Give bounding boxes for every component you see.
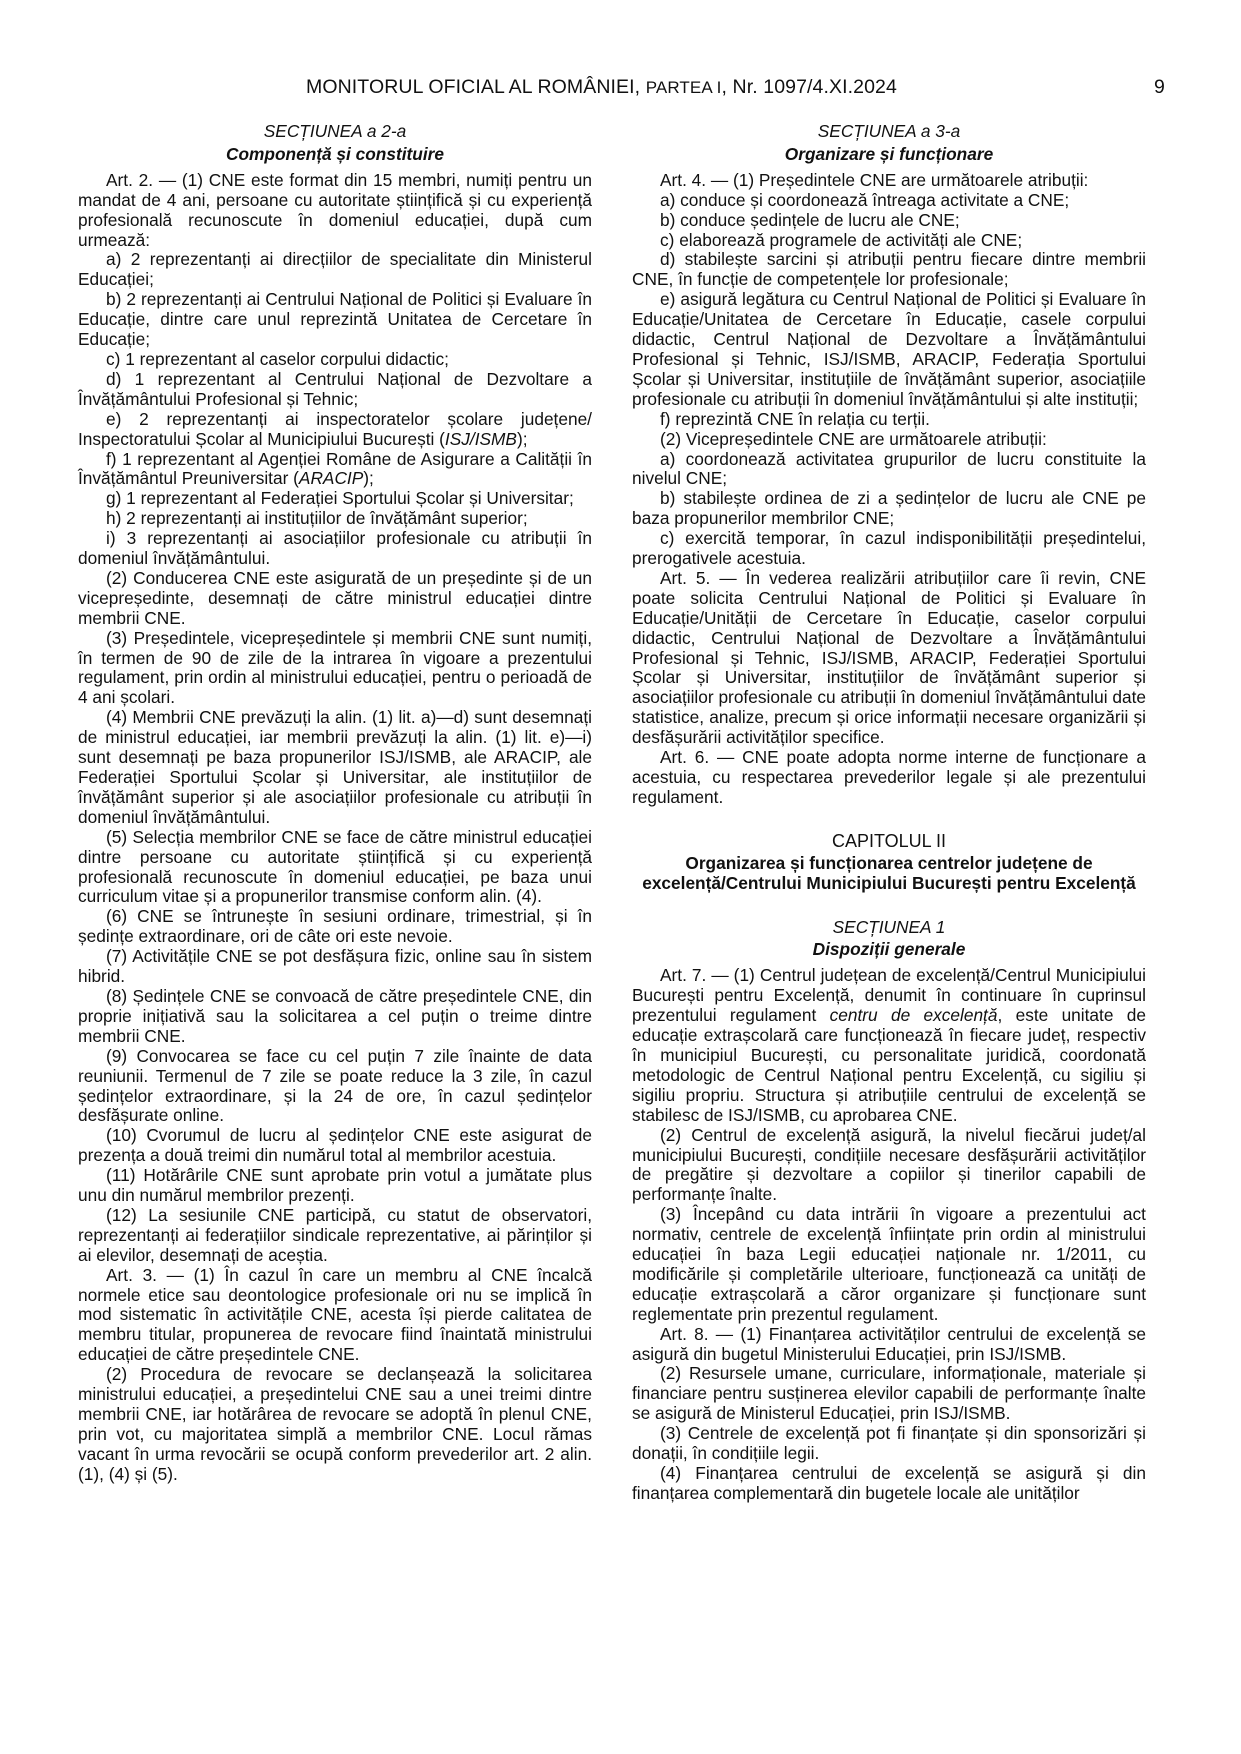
title-part: PARTEA I (645, 78, 722, 97)
chapter-title: Organizarea și funcționarea centrelor județene de excelență/Centrului Municipiului București pentru Excelență (642, 852, 1136, 893)
text-run: Art. 7. — (1) Centrul județean de excelență/Centrul Municipiului București pentru Excelență, denumit în continuare în cuprinsul prezentului regulament (632, 965, 1146, 1026)
paragraph: g) 1 reprezentant al Federației Sportului Școlar și Universitar; (106, 488, 574, 509)
paragraph: (4) Finanțarea centrului de excelență se asigură și din finanțarea complementară din bugetele locale ale unităților (632, 1463, 1146, 1503)
paragraph: (8) Ședințele CNE se convoacă de către președintele CNE, din proprie inițiativă sau la solicitarea a cel puțin o treime dintre membrii CNE. (78, 985, 592, 1046)
paragraph: Art. 3. — (1) În cazul în care un membru al CNE încalcă normele etice sau deontologice profesionale ori nu se implică în mod sistematic în activitățile CNE, acesta își pierde calitatea de membru titular, propunerea de revocare fiind înaintată ministrului educației de către președintele CNE. (78, 1264, 592, 1365)
section-title: Dispoziții generale (812, 939, 966, 960)
paragraph: (3) Începând cu data intrării în vigoare a prezentului act normativ, centrele de excelență înființate prin ordin al ministrului educației în baza Legii educației naționale nr. 1/2011, cu modificările și completările ulterioare, funcționează ca unități de educație extrașcolară a căror organizare și funcționare sunt reglementate prin prezentul regulament. (632, 1204, 1146, 1324)
paragraph: b) conduce ședințele de lucru ale CNE; (660, 209, 960, 230)
paragraph: c) elaborează programele de activități ale CNE; (660, 229, 1023, 250)
paragraph: (7) Activitățile CNE se pot desfășura fizic, online sau în sistem hibrid. (78, 946, 592, 987)
paragraph: (2) Vicepreședintele CNE are următoarele atribuții: (660, 428, 1047, 449)
text-run: e) 2 reprezentanți ai inspectoratelor școlare județene/ Inspectoratului Școlar al Municipiului București ( (78, 408, 592, 449)
paragraph: (2) Conducerea CNE este asigurată de un președinte și de un vicepreședinte, desemnați de către ministrul educației dintre membrii CNE. (78, 567, 592, 628)
paragraph: c) exercită temporar, în cazul indisponibilității președintelui, prerogativele acestuia. (632, 528, 1146, 569)
paragraph: (12) La sesiunile CNE participă, cu statut de observatori, reprezentanți ai federațiilor sindicale reprezentative, ai părinților și ai elevilor, desemnați de aceștia. (78, 1204, 592, 1265)
paragraph: (2) Procedura de revocare se declanșează la solicitarea ministrului educației, a președintelui CNE sau a unei treimi dintre membrii CNE, iar hotărârea de revocare se adoptă în plenul CNE, prin vot, cu majoritatea simplă a membrilor CNE. Locul rămas vacant în urma revocării se ocupă conform prevederilor art. 2 alin. (1), (4) și (5). (78, 1364, 592, 1484)
paragraph: (10) Cvorumul de lucru al ședințelor CNE este asigurat de prezența a două treimi din numărul total al membrilor acestuia. (78, 1125, 592, 1166)
text-run: f) 1 reprezentant al Agenției Române de Asigurare a Calității în Învățământul Preuniversitar ( (78, 448, 592, 489)
text-run: , este unitate de educație extrașcolară care funcționează în fiecare județ, respectiv în municipiul București, cu personalitate juridică, coordonată metodologic de Centrul Național pentru Excelență, cu sigiliu și sigiliu propriu. Structura și atribuțiile centrului de excelență se stabilesc de ISJ/ISMB, cu aprobarea CNE. (632, 1005, 1146, 1125)
paragraph: e) asigură legătura cu Centrul Național de Politici și Evaluare în Educație/Unitatea de Cercetare în Educație, casele corpului didactic, Centrul Național de Dezvoltare a Învățământului Profesional și Tehnic, ISJ/ISMB, ARACIP, Federația Sportului Școlar și Universitar, instituțiile de învățământ superior, asociațiile profesionale cu atribuții în domeniul învățământului și alte instituții; (632, 289, 1146, 409)
paragraph: (2) Resursele umane, curriculare, informaționale, materiale și financiare pentru susținerea elevilor capabili de performanțe înalte se asigură de Ministerul Educației, prin ISJ/ISMB. (632, 1363, 1146, 1424)
paragraph (632, 966, 1146, 1125)
paragraph: a) coordonează activitatea grupurilor de lucru constituite la nivelul CNE; (632, 448, 1146, 489)
paragraph: a) 2 reprezentanți ai direcțiilor de specialitate din Ministerul Educației; (78, 249, 592, 290)
paragraph: d) 1 reprezentant al Centrului Național de Dezvoltare a Învățământului Profesional și Tehnic; (78, 368, 592, 409)
paragraph: c) 1 reprezentant al caselor corpului didactic; (106, 348, 449, 369)
paragraph: Art. 2. — (1) CNE este format din 15 membri, numiți pentru un mandat de 4 ani, persoane cu autoritate științifică și cu experiență profesională recunoscute în domeniul educației, după cum urmează: (78, 169, 592, 250)
text-run: ); (516, 428, 528, 449)
paragraph: (3) Președintele, vicepreședintele și membrii CNE sunt numiți, în termen de 90 de zile de la intrarea în vigoare a prezentului regulament, prin ordin al ministrului educației, pentru o perioadă de 4 ani școlari. (78, 627, 592, 708)
publication-title (306, 76, 897, 99)
paragraph (78, 450, 592, 490)
right-column (632, 122, 1146, 1504)
paragraph: d) stabilește sarcini și atribuții pentru fiecare dintre membrii CNE, în funcție de competențele lor profesionale; (632, 249, 1146, 290)
section-heading: SECȚIUNEA a 3-a (817, 121, 961, 141)
text-run-italic: centru de excelență (829, 1005, 998, 1026)
paragraph: Art. 5. — În vederea realizării atribuțiilor care îi revin, CNE poate solicita Centrului Național de Politici și Evaluare în Educație/Unității de Cercetare în Educație, caselor corpului didactic, Centrului Național de Dezvoltare a Învățământului Profesional și Tehnic, ISJ/ISMB, ARACIP, Federației Sportului Școlar și Universitar, instituțiilor de învățământ superior și asociațiilor profesionale cu atribuții în domeniul învățământului date statistice, analize, precum și orice informații necesare organizării și desfășurării activităților specifice. (632, 567, 1146, 748)
paragraph: b) stabilește ordinea de zi a ședințelor de lucru ale CNE pe baza propunerilor membrilor CNE; (632, 488, 1146, 529)
paragraph: Art. 8. — (1) Finanțarea activităților centrului de excelență se asigură din bugetul Ministerului Educației, prin ISJ/ISMB. (632, 1323, 1146, 1364)
paragraph (78, 410, 592, 450)
paragraph: (5) Selecția membrilor CNE se face de către ministrul educației dintre persoane cu autoritate științifică și cu experiență profesională recunoscute în domeniul educației, pe baza unui curriculum vitae și a propunerilor transmise conform alin. (4). (78, 826, 592, 907)
paragraph: Art. 6. — CNE poate adopta norme interne de funcționare a acestuia, cu respectarea prevederilor legale și ale prezentului regulament. (632, 747, 1146, 807)
section-heading: SECȚIUNEA a 2-a (263, 121, 407, 141)
section-heading: SECȚIUNEA 1 (832, 916, 946, 937)
text-run-italic: ISJ/ISMB (444, 428, 517, 449)
paragraph: (6) CNE se întrunește în sesiuni ordinare, trimestrial, și în ședințe extraordinare, ori de câte ori este nevoie. (78, 906, 592, 947)
section-title: Organizare și funcționare (784, 143, 994, 164)
paragraph: h) 2 reprezentanți ai instituțiilor de învățământ superior; (106, 508, 528, 529)
section-title: Componență și constituire (226, 143, 444, 164)
paragraph: b) 2 reprezentanți ai Centrului Național de Politici și Evaluare în Educație, dintre care unul reprezintă Unitatea de Cercetare în Educație; (78, 289, 592, 350)
title-main: MONITORUL OFICIAL AL ROMÂNIEI, (306, 76, 646, 98)
paragraph: Art. 4. — (1) Președintele CNE are următoarele atribuții: (660, 169, 1089, 190)
paragraph: a) conduce și coordonează întreaga activitate a CNE; (660, 189, 1070, 210)
paragraph: (4) Membrii CNE prevăzuți la alin. (1) lit. a)—d) sunt desemnați de ministrul educației, iar membrii prevăzuți la alin. (1) lit. e)—i) sunt desemnați pe baza propunerilor ISJ/ISMB, ale ARACIP, ale Federației Sportului Școlar și Universitar, ale instituțiilor de învățământ superior și ale asociațiilor profesionale cu atribuții în domeniul învățământului. (78, 707, 592, 827)
page-number: 9 (1154, 76, 1165, 98)
chapter-heading: CAPITOLUL II (831, 830, 947, 851)
paragraph: (2) Centrul de excelență asigură, la nivelul fiecărui județ/al municipiului București, condițiile necesare desfășurării activităților de pregătire și dezvoltare a copiilor și tinerilor capabili de performanțe înalte. (632, 1124, 1146, 1205)
paragraph: (11) Hotărârile CNE sunt aprobate prin votul a jumătate plus unu din numărul membrilor prezenți. (78, 1165, 592, 1206)
text-run-italic: ARACIP (298, 468, 364, 489)
paragraph: f) reprezintă CNE în relația cu terții. (660, 408, 930, 429)
page-header (0, 76, 1241, 106)
paragraph: (9) Convocarea se face cu cel puțin 7 zile înainte de data reuniunii. Termenul de 7 zile se poate reduce la 3 zile, în cazul ședințelor extraordinare, și la 24 de ore, în cazul ședințelor desfășurate online. (78, 1045, 592, 1126)
paragraph: (3) Centrele de excelență pot fi finanțate și din sponsorizări și donații, în condițiile legii. (632, 1423, 1146, 1464)
title-rest: , Nr. 1097/4.XI.2024 (721, 76, 897, 98)
left-column (78, 122, 592, 1485)
paragraph: i) 3 reprezentanți ai asociațiilor profesionale cu atribuții în domeniul învățământului. (78, 528, 592, 569)
text-run: ); (363, 468, 374, 489)
